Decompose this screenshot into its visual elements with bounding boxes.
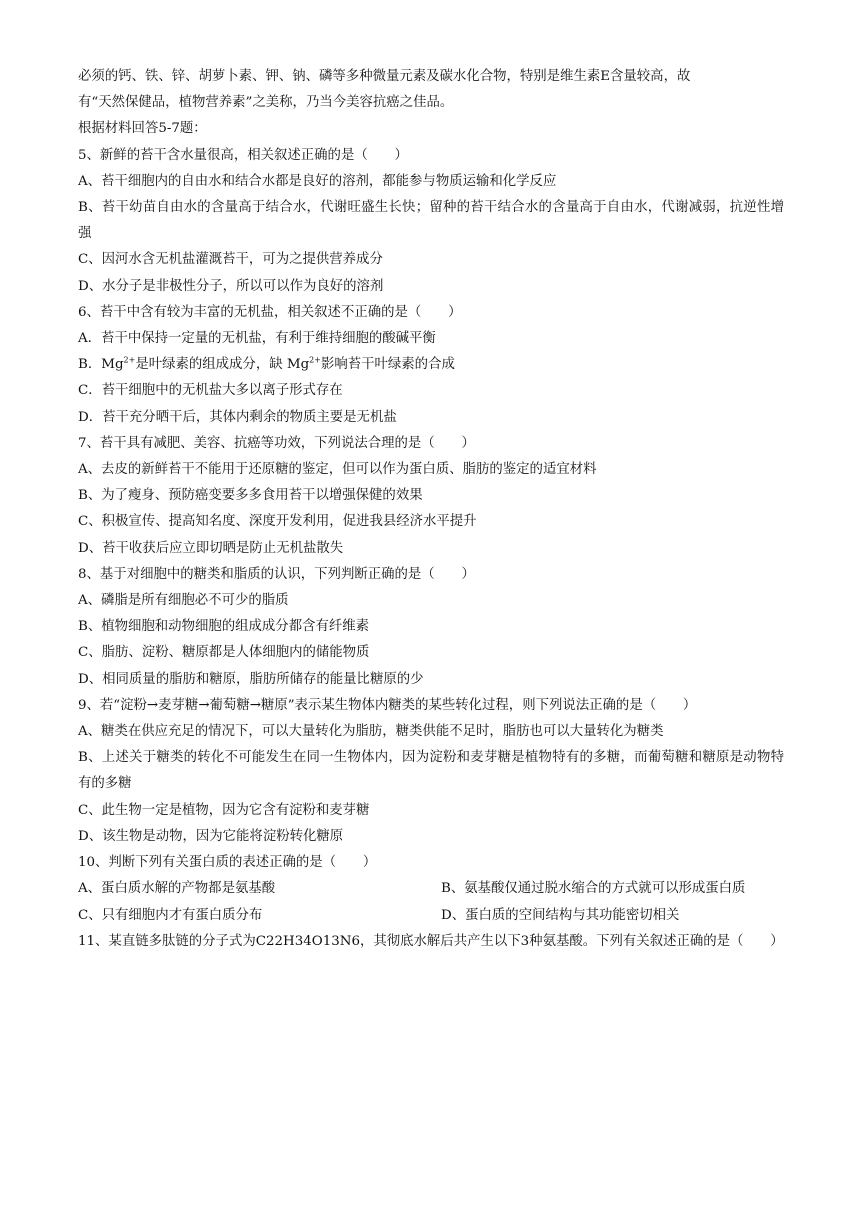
option-d: D、相同质量的脂肪和糖原，脂肪所储存的能量比糖原的少 (78, 671, 424, 687)
question-stem: 10、判断下列有关蛋白质的表述正确的是（ ） (78, 855, 377, 871)
option-a: A、糖类在供应充足的情况下，可以大量转化为脂肪，糖类供能不足时，脂肪也可以大量转化为糖类 (78, 724, 664, 740)
intro-line-2: 有“天然保健品，植物营养素”之美称，乃当今美容抗癌之佳品。 (78, 95, 454, 111)
question-stem: 9、若“淀粉→麦芽糖→葡萄糖→糖原”表示某生物体内糖类的某些转化过程，则下列说法正确的是（ ） (78, 697, 697, 713)
charge-superscript: 2+ (123, 355, 136, 365)
option-b-suffix: 影响苔干叶绿素的合成 (320, 357, 455, 373)
option-d: D．苔干充分晒干后，其体内剩余的物质主要是无机盐 (78, 409, 397, 425)
option-a: A、蛋白质水解的产物都是氨基酸 (78, 881, 276, 897)
option-b: B、植物细胞和动物细胞的组成成分都含有纤维素 (78, 619, 370, 635)
option-d: D、该生物是动物，因为它能将淀粉转化糖原 (78, 828, 344, 844)
option-c: C、只有细胞内才有蛋白质分布 (78, 907, 263, 923)
option-b: B、苔干幼苗自由水的含量高于结合水，代谢旺盛生长快；留种的苔干结合水的含量高于自由水，代谢减弱，抗逆性增强 (78, 200, 784, 242)
question-10 (78, 850, 784, 929)
option-d: D、苔干收获后应立即切晒是防止无机盐散失 (78, 540, 344, 556)
question-11 (78, 929, 784, 955)
option-c: C、积极宣传、提高知名度、深度开发利用，促进我县经济水平提升 (78, 514, 477, 530)
question-6 (78, 300, 784, 431)
question-9 (78, 693, 784, 850)
exam-page (78, 64, 784, 955)
option-row (78, 876, 784, 902)
question-stem: 7、苔干具有减肥、美容、抗癌等功效，下列说法合理的是（ ） (78, 435, 475, 451)
option-a: A、苔干细胞内的自由水和结合水都是良好的溶剂，都能参与物质运输和化学反应 (78, 173, 557, 189)
option-a: A．苔干中保持一定量的无机盐，有利于维持细胞的酸碱平衡 (78, 331, 436, 347)
option-c: C．苔干细胞中的无机盐大多以离子形式存在 (78, 383, 343, 399)
question-stem: 5、新鲜的苔干含水量很高，相关叙述正确的是（ ） (78, 147, 408, 163)
option-d: D、水分子是非极性分子，所以可以作为良好的溶剂 (78, 278, 384, 294)
option-a: A、去皮的新鲜苔干不能用于还原糖的鉴定，但可以作为蛋白质、脂肪的鉴定的适宜材料 (78, 462, 597, 478)
reading-instruction: 根据材料回答5-7题： (78, 121, 207, 137)
option-c: C、脂肪、淀粉、糖原都是人体细胞内的储能物质 (78, 645, 370, 661)
intro-line-1: 必须的钙、铁、锌、胡萝卜素、钾、钠、磷等多种微量元素及碳水化合物，特别是维生素E含量较高，故 (78, 69, 691, 84)
option-row (78, 903, 784, 929)
question-5 (78, 143, 784, 300)
question-7 (78, 431, 784, 562)
option-b: B、上述关于糖类的转化不可能发生在同一生物体内，因为淀粉和麦芽糖是植物特有的多糖，而葡萄糖和糖原是动物特有的多糖 (78, 750, 784, 792)
question-stem: 8、基于对细胞中的糖类和脂质的认识，下列判断正确的是（ ） (78, 566, 475, 582)
question-stem: 11、某直链多肽链的分子式为C22H34O13N6，其彻底水解后共产生以下3种氨基酸。下列有关叙述正确的是（ ） (78, 933, 784, 949)
option-b-middle: 是叶绿素的组成成分，缺 Mg (135, 357, 310, 373)
option-b: B、氨基酸仅通过脱水缩合的方式就可以形成蛋白质 (441, 881, 746, 897)
option-b (78, 352, 784, 378)
option-d: D、蛋白质的空间结构与其功能密切相关 (441, 907, 680, 923)
option-c: C、因河水含无机盐灌溉苔干，可为之提供营养成分 (78, 252, 383, 268)
option-b: B、为了瘦身、预防癌变要多多食用苔干以增强保健的效果 (78, 488, 423, 504)
option-b-prefix: B．Mg (78, 357, 124, 373)
question-stem: 6、苔干中含有较为丰富的无机盐，相关叙述不正确的是（ ） (78, 304, 462, 320)
question-8 (78, 562, 784, 693)
option-c: C、此生物一定是植物，因为它含有淀粉和麦芽糖 (78, 802, 370, 818)
charge-superscript: 2+ (309, 355, 321, 365)
option-a: A、磷脂是所有细胞必不可少的脂质 (78, 593, 289, 609)
